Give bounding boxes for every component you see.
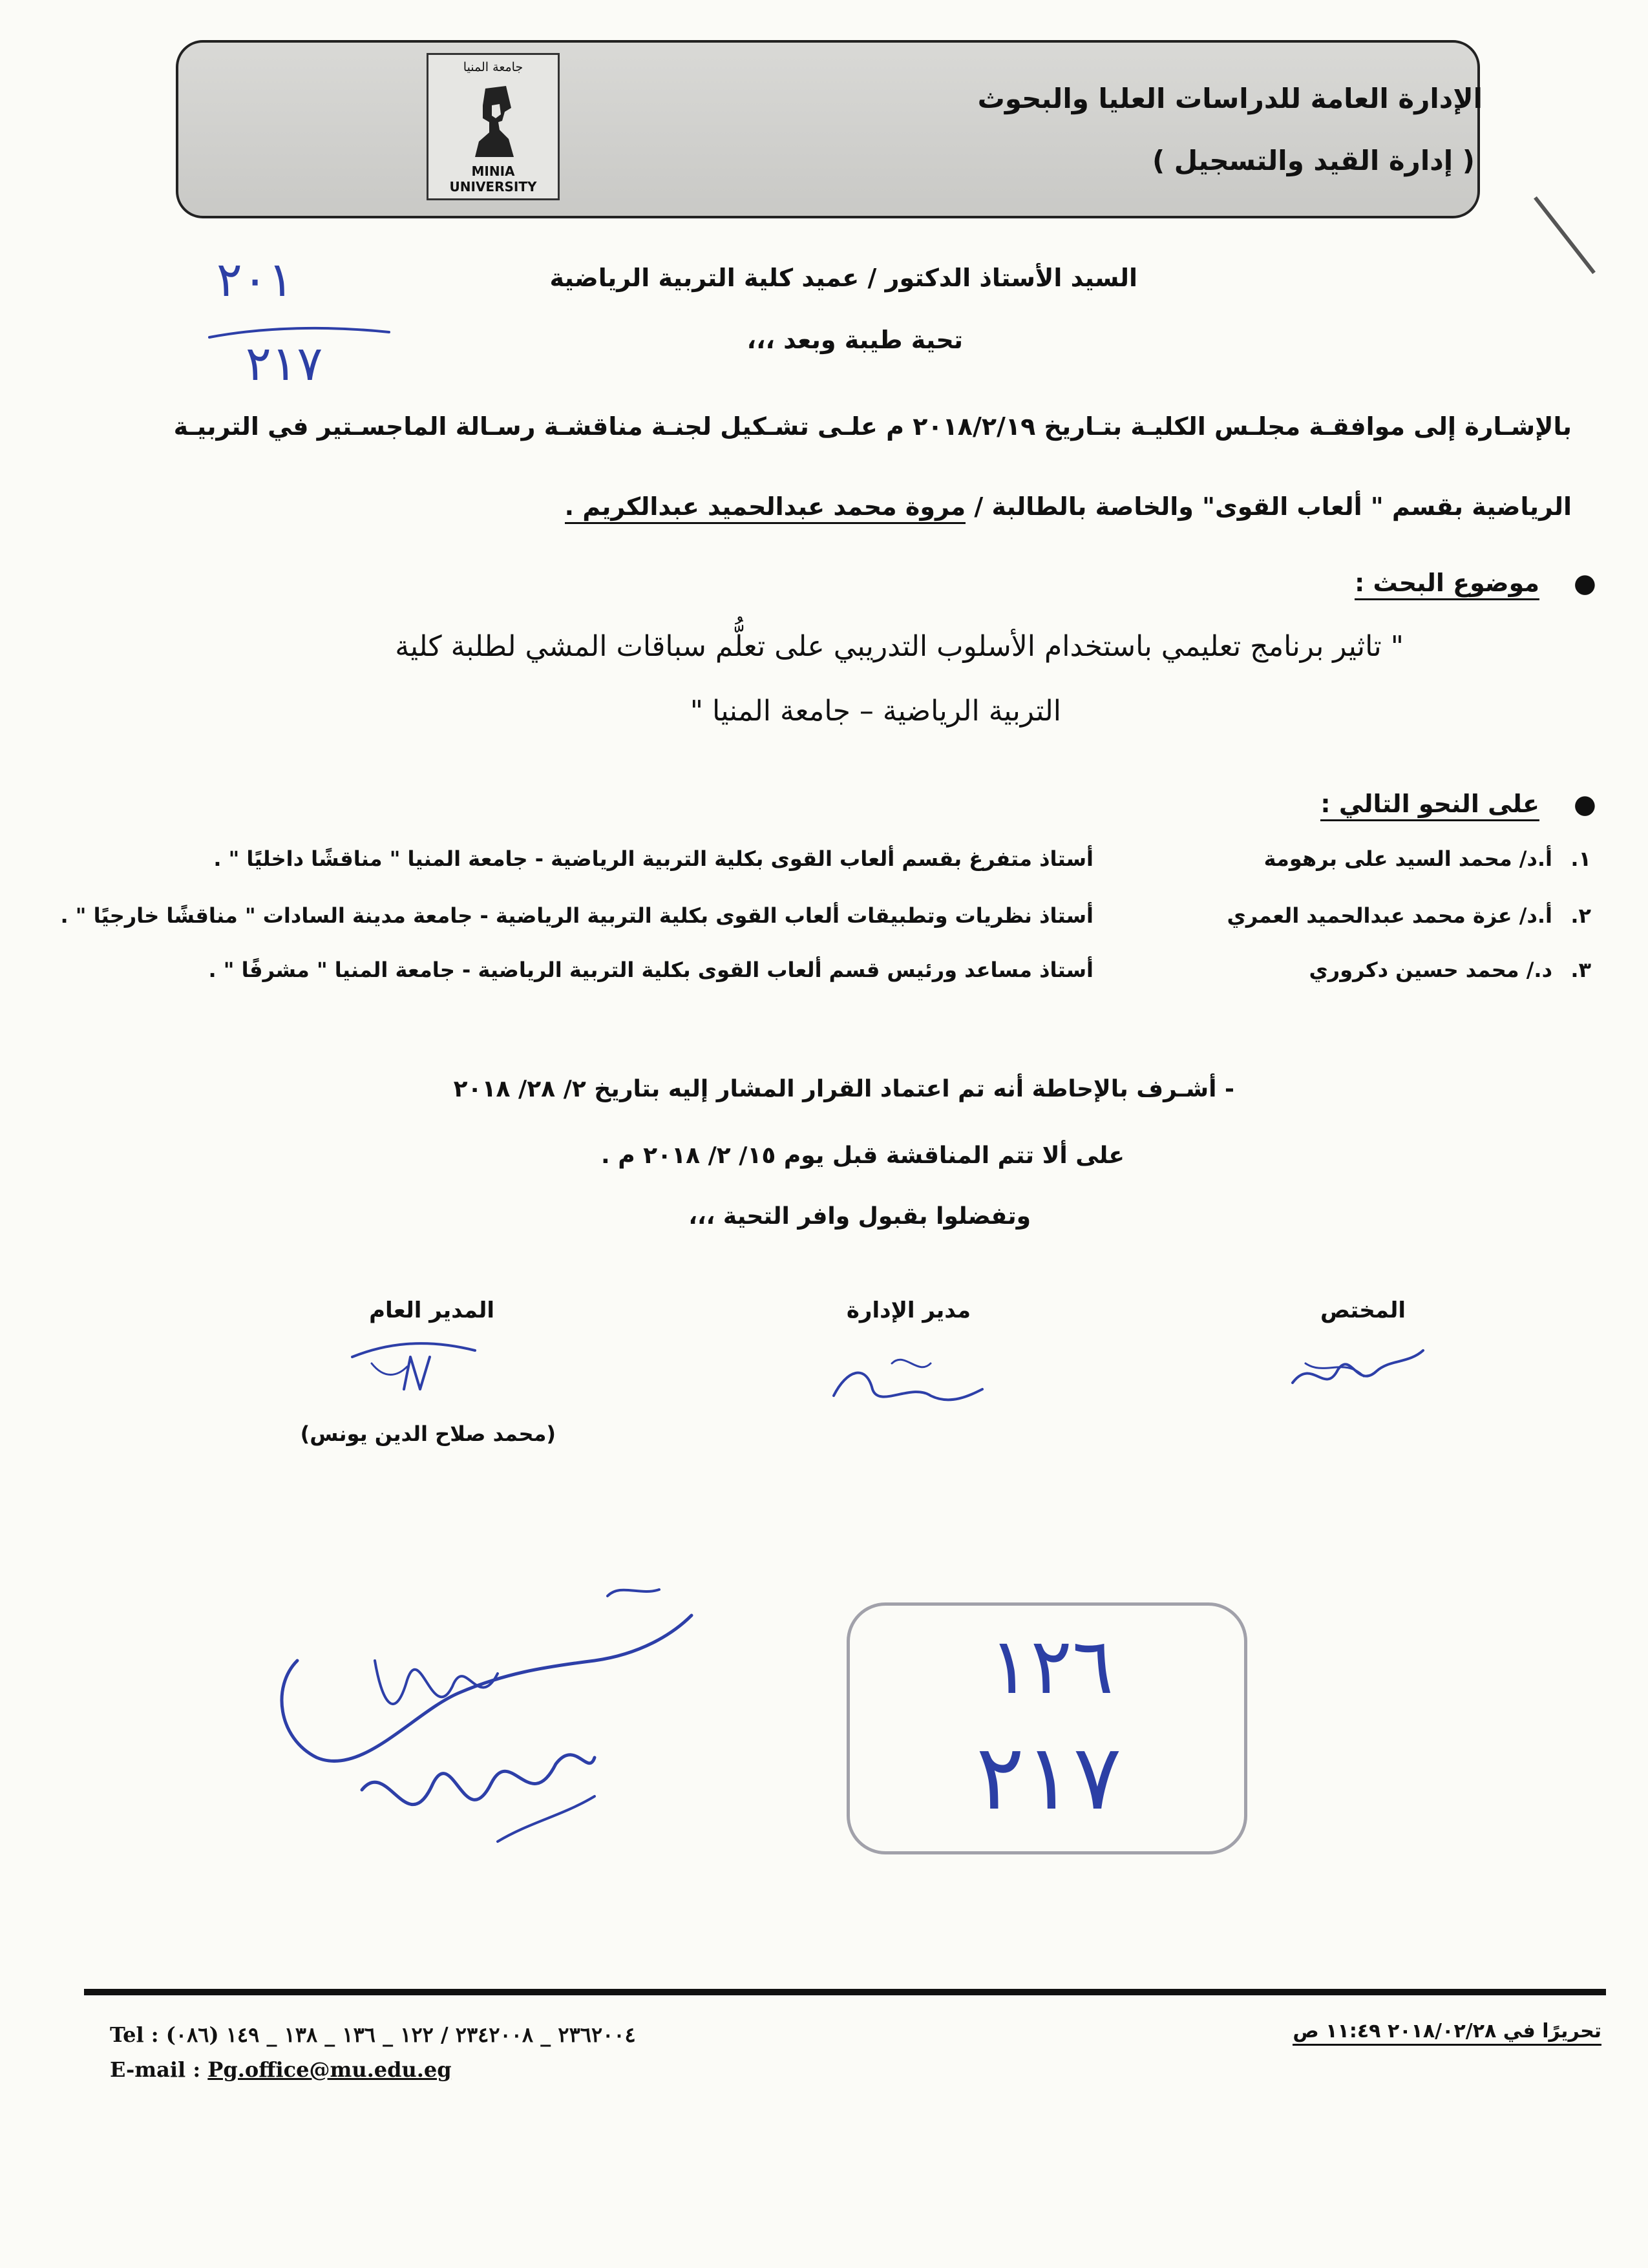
body-line-2 [565,492,1572,521]
header-title: الإدارة العامة للدراسات العليا والبحوث [977,83,1483,114]
footer-email-link[interactable]: Pg.office@mu.edu.eg [207,2057,452,2082]
general-manager-signature-icon [346,1318,501,1396]
logo-arabic-text: جامعة المنيا [463,60,523,74]
committee-member-3-number: ٣. [1570,958,1591,982]
research-label: موضوع البحث : [1355,569,1539,597]
logo-english-text: MINIA UNIVERSITY [449,163,537,194]
handwritten-ref-top: ٢٠١ [217,252,294,308]
handwritten-ref-bottom: ٢١٧ [246,336,323,392]
general-manager-name: (محمد صلاح الدين يونس) [300,1422,556,1446]
signature-dept-manager-label: مدير الإدارة [846,1297,971,1323]
footer-email-label: E-mail : [110,2057,208,2082]
research-title-line-2: التربية الرياضية – جامعة المنيا " [690,695,1061,728]
body-line-1: بالإشـارة إلى موافقـة مجلـس الكليـة بتـاريخ ٢٠١٨/٢/١٩ م علـى تشـكيل لجنـة مناقشـة رسـالة الماجسـتير في التربيـة [173,412,1572,441]
dept-manager-signature-icon [821,1344,989,1415]
approval-line-1: - أشـرف بالإحاطة أنه تم اعتماد القرار المشار إليه بتاريخ ٢/ ٢٨/ ٢٠١٨ [453,1076,1234,1102]
staple-mark [1534,196,1596,274]
research-title-line-1: " تاثير برنامج تعليمي باستخدام الأسلوب التدريبي على تعلُّم سباقات المشي لطلبة كلية [395,630,1404,663]
approval-line-2: على ألا تتم المناقشة قبل يوم ١٥/ ٢/ ٢٠١٨ م . [601,1142,1125,1169]
bullet-committee: ● [1574,790,1596,819]
nefertiti-icon [466,82,520,160]
committee-member-1-number: ١. [1570,846,1591,871]
committee-member-3-name: د./ محمد حسين دكروري [1309,958,1552,982]
bullet-research: ● [1574,569,1596,598]
committee-member-1-role: أستاذ متفرغ بقسم ألعاب القوى بكلية التربية الرياضية - جامعة المنيا " مناقشًا داخليًا " . [213,846,1093,871]
footer-email [110,2057,452,2082]
committee-label: على النحو التالي : [1320,790,1539,818]
committee-member-2-number: ٢. [1570,903,1591,928]
closing-line: وتفضلوا بقبول وافر التحية ،،، [688,1203,1031,1230]
specialist-signature-icon [1286,1331,1428,1402]
footer-issued-date: تحريرًا في ٢٠١٨/٠٢/٢٨ ١١:٤٩ ص [1293,2020,1601,2042]
stamp-number-top: ١٢٦ [989,1622,1114,1712]
committee-member-1-name: أ.د/ محمد السيد على برهومة [1263,846,1552,871]
signature-general-manager-label: المدير العام [369,1297,494,1323]
footer-phone: Tel : (٠٨٦) ٢٣٦٢٠٠٤ _ ٢٣٤٢٠٠٨ / ١٢٢ _ ١٣٦ _ ١٣٨ _ ١٤٩ [110,2022,636,2047]
header-box [176,40,1480,218]
committee-member-2-name: أ.د/ عزة محمد عبدالحميد العمري [1227,903,1552,928]
student-name: مروة محمد عبدالحميد عبدالكريم . [565,492,966,524]
addressee-line: السيد الأستاذ الدكتور / عميد كلية التربية الرياضية [549,264,1137,292]
header-subtitle: ( إدارة القيد والتسجيل ) [1152,145,1475,176]
dean-handwritten-signature-icon [259,1570,698,1867]
university-logo [427,53,560,200]
committee-member-3-role: أستاذ مساعد ورئيس قسم ألعاب القوى بكلية التربية الرياضية - جامعة المنيا " مشرفًا " . [208,958,1093,982]
body-line-2-prefix: الرياضية بقسم " ألعاب القوى" والخاصة بالطالبة / [966,492,1572,521]
footer-divider [84,1989,1606,1995]
greeting-line: تحية طيبة وبعد ،،، [746,326,963,354]
stamp-number-bottom: ٢١٧ [976,1725,1122,1831]
committee-member-2-role: أستاذ نظريات وتطبيقات ألعاب القوى بكلية التربية الرياضية - جامعة مدينة السادات " مناقشًا خارجيًا " . [60,903,1093,928]
signature-specialist-label: المختص [1320,1297,1406,1323]
